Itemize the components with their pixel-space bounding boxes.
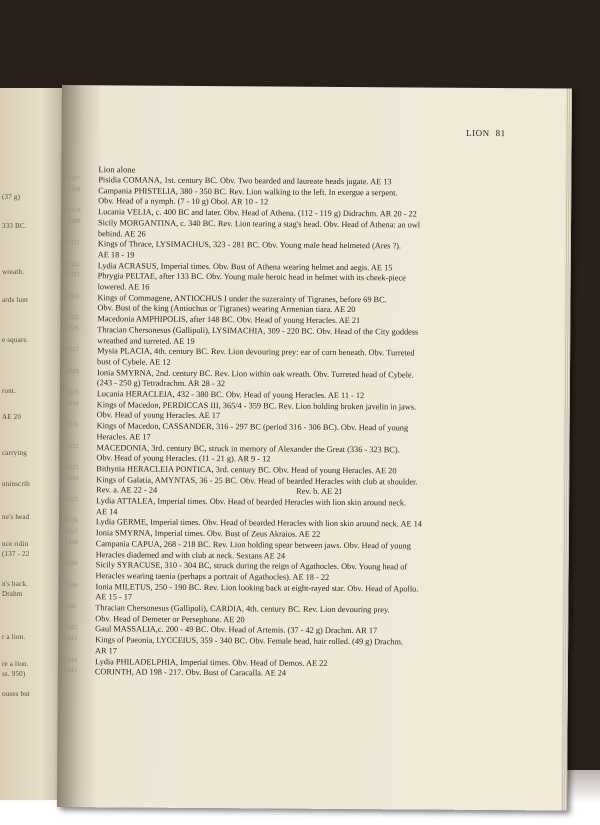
entry-number: 1320 (67, 217, 81, 225)
catalog-entry (97, 368, 512, 392)
entry-line: Obv. Head of a nymph. (7 - 10 g) Obol. AR 10 - 12 (98, 196, 269, 207)
entry-number: 1339 (64, 560, 78, 568)
section-title: Lion alone (98, 164, 136, 175)
entry-line: Lydia ATTALEA, Imperial times. Obv. Head of bearded Heracles with lion skin around neck. (96, 496, 407, 508)
entry-line: Sicily SYRACUSE, 310 - 304 BC, struck during the reign of Agathocles. Obv. Young head of (95, 560, 408, 572)
entry-line: behind. AE 26 (97, 228, 146, 239)
entry-number: 1335 (65, 496, 79, 504)
entry-line: Heracles. AE 17 (96, 432, 151, 442)
entry-number: 1329 (65, 389, 79, 397)
entry-line: Ionia SMYRNA, 2nd. century BC. Rev. Lion within oak wreath. Obv. Turreted head of Cybele. (96, 367, 414, 380)
entry-line: Kings of Macedon, PERDICCAS III, 365/4 - 359 BC. Rev. Lion holding broken javelin in jaws. (96, 399, 417, 412)
catalog-entry (98, 218, 513, 242)
left-page-text: nce ridin (2, 540, 29, 548)
left-page-text: 333 BC. (2, 222, 27, 230)
header-title: LION (466, 127, 490, 138)
catalog-entry (95, 635, 510, 659)
entry-line: lowered. AE 16 (97, 282, 150, 292)
entry-line: Heracles diademed and with club at neck. Sextans AE 24 (95, 549, 286, 561)
entry-line: (243 - 250 g) Tetradrachm. AR 28 - 32 (96, 378, 226, 389)
entry-line: Gaul MASSALIA,c. 200 - 49 BC. Obv. Head of Artemis. (37 - 42 g) Drachm. AR 17 (95, 624, 378, 636)
catalog-entry (97, 421, 512, 445)
left-page-text: re a lion. (2, 660, 29, 668)
entry-line: Campania PHISTELIA, 380 - 350 BC. Rev. Lion walking to the left. In exergue a serpent. (98, 185, 398, 198)
entry-number: 1322 (66, 260, 80, 268)
entry-number: 1319 (67, 207, 81, 215)
entry-line: AE 14 (95, 506, 118, 517)
entry-number: 1323 (66, 271, 80, 279)
left-page-text: ront. (2, 387, 17, 395)
entry-number: 1345 (63, 667, 77, 675)
entry-line: Kings of Paeonia, LYCCEIUS, 359 - 340 BC. Obv. Female head, hair rolled. (49 g) Drachm. (95, 635, 404, 647)
entry-line: Lydia PHILADELPHIA, Imperial times. Obv. Head of Demos. AE 22 (94, 656, 328, 668)
entry-number: 1324 (66, 292, 80, 300)
catalog-entry (97, 293, 512, 317)
entry-line: Obv. Head of young Heracles. AE 17 (96, 410, 221, 421)
entry-line: Thracian Chersonesus (Gallipoli), CARDIA, 4th. century BC. Rev. Lion devouring prey. (95, 603, 390, 615)
entry-number: 1343 (64, 635, 78, 643)
entry-line: Pisidia COMANA, 1st. century BC. Obv. Two bearded and laureate heads jugate. AE 13 (98, 175, 392, 187)
entry-number: 1340 (64, 581, 78, 589)
entry-line: Lydia GERME, Imperial times. Obv. Head of bearded Heracles with lion skin around neck. AE 14 (95, 517, 422, 529)
page-number: 81 (495, 128, 506, 139)
entry-number: 1338 (64, 538, 78, 546)
left-page-text: carrying (2, 449, 27, 457)
entry-number: 1318 (67, 185, 81, 193)
entry-line: Campania CAPUA, 268 - 218 BC. Rev. Lion holding spear between jaws. Obv. Head of young (95, 539, 411, 551)
entry-line: Kings of Thrace, LYSIMACHUS, 323 - 281 BC. Obv. Young male head helmeted (Ares ?). (97, 239, 402, 251)
entry-line: AE 15 - 17 (95, 592, 133, 602)
entry-number: 1325 (66, 314, 80, 322)
entry-line: AE 18 - 19 (97, 250, 135, 260)
entry-line: Thracian Chersonesus (Gallipoli), LYSIMACHIA, 309 - 220 BC. Obv. Head of the City goddess (97, 325, 419, 337)
entry-line: Obv. Bust of the king (Antiochus or Tigranes) wearing Armenian tiara. AE 20 (97, 303, 356, 315)
entry-line: Phrygia PELTAE, after 133 BC. Obv. Young male heroic head in helmet with its cheek-piece (97, 271, 406, 283)
entry-number: 1341 (64, 603, 78, 611)
entry-line: CORINTH, AD 198 - 217. Obv. Bust of Caracalla. AE 24 (94, 667, 287, 678)
left-page-text: AE 20 (2, 413, 22, 421)
rev-b: Rev. b. AE 21 (296, 486, 343, 497)
entry-line: Lucania VELIA, c. 400 BC and later. Obv. Head of Athena. (112 - 119 g) Didrachm. AR 20 - 22 (98, 207, 417, 219)
book-page (57, 85, 572, 811)
catalog-entry (98, 239, 513, 263)
catalog-entry (95, 582, 510, 606)
entry-number: 1337 (64, 528, 78, 536)
left-page-text: wreath. (2, 268, 25, 276)
rev-a: Rev. a. AE 22 - 24 (96, 485, 158, 495)
entry-line: Obv. Head of young Heracles. (11 - 21 g). AR 9 - 12 (96, 453, 271, 464)
entry-line: Bithynia HERACLEIA PONTICA, 3rd. century BC. Obv. Head of young Heracles. AE 20 (96, 464, 397, 476)
left-page-text: ards lunt (2, 296, 29, 304)
entry-line: Sicily MORGANTINA, c. 340 BC. Rev. Lion tearing a stag's head. Obv. Head of Athena: an owl (98, 218, 421, 230)
entry-number: 1317 (67, 175, 81, 183)
entry-line: AR 17 (95, 646, 117, 656)
left-page-text: ss. 950) (2, 670, 26, 678)
page-edge-stack (561, 89, 572, 811)
catalog-entry (96, 539, 511, 563)
catalog-entry (96, 443, 511, 467)
entry-line: Ionia SMYRNA, Imperial times. Obv. Bust of Zeus Akraios. AE 22 (95, 528, 321, 539)
entry-line: Kings of Commagene, ANTIOCHUS I under the suzerainty of Tigranes, before 69 BC. (97, 292, 387, 304)
entry-number: 1342 (64, 624, 78, 632)
catalog-entry (98, 186, 513, 210)
catalog-entry (96, 560, 511, 584)
left-page-text: ne's head (2, 513, 30, 521)
catalog-entry (95, 667, 510, 681)
left-page-text: ouses but (2, 690, 31, 698)
entry-number: 1326 (66, 324, 80, 332)
left-page-text: r a lion. (2, 633, 26, 641)
entry-number: 1333 (65, 463, 79, 472)
left-page-text: uninscrib (2, 480, 30, 488)
entry-line: Obv. Head of Demeter or Persephone. AE 20 (95, 613, 245, 624)
entry-line: Macedonia AMPHIPOLIS, after 148 BC. Obv. Head of young Heracles. AE 21 (97, 314, 361, 326)
entry-line: bust of Cybele. AE 12 (97, 357, 171, 367)
catalog-entry (97, 400, 512, 424)
entry-line: MACEDONIA, 3rd. century BC, struck in memory of Alexander the Great (336 - 323 BC). (96, 442, 400, 454)
catalog-entry (96, 496, 511, 520)
entry-number: 1334 (65, 474, 79, 482)
catalog-entry (98, 272, 513, 296)
entry-line: Lydia ACRASUS, Imperial times. Obv. Bust of Athena wearing helmet and aegis. AE 15 (97, 260, 393, 272)
entry-number: 1330 (65, 399, 79, 407)
entry-number: 1344 (63, 656, 78, 664)
entry-line: Kings of Macedon, CASSANDER, 316 - 297 BC (period 316 - 306 BC). Obv. Head of young (96, 421, 409, 433)
entry-line: Kings of Galatia, AMYNTAS, 36 - 25 BC. Obv. Head of bearded Heracles with club at shoulder. (96, 474, 418, 487)
left-page-text: n's back. (2, 580, 28, 588)
entry-number: 1328 (65, 367, 80, 375)
left-page-text: (137 - 22 (2, 550, 30, 558)
running-header (466, 128, 506, 138)
left-page-text: Drahm (2, 590, 23, 598)
catalog-entry (95, 603, 510, 627)
left-page-text: e square. (2, 336, 29, 344)
catalog-entry (97, 325, 512, 349)
catalog-entry (96, 475, 511, 499)
entry-line: Ionia MILETUS, 250 - 190 BC. Rev. Lion looking back at eight-rayed star. Obv. Head of Apollo. (95, 581, 419, 594)
entry-number: 1331 (65, 421, 79, 429)
entry-number: 1332 (65, 442, 79, 450)
entry-number: 1327 (66, 346, 80, 354)
left-page-text: (37 g) (2, 193, 21, 201)
entry-number: 1336 (64, 517, 78, 525)
entry-line: Mysia PLACIA, 4th. century BC. Rev. Lion devouring prey: ear of corn beneath. Obv. Turreted (97, 346, 415, 358)
catalog-entry (97, 346, 512, 370)
entry-line: Heracles wearing taenia (perhaps a portrait of Agathocles). AE 18 - 22 (95, 571, 330, 582)
entry-line: wreathed and turreted. AE 19 (97, 335, 195, 346)
entry-line: Lucania HERACLEIA, 432 - 380 BC. Obv. Head of young Heracles. AE 11 - 12 (96, 389, 365, 401)
entry-number: 1321 (66, 239, 80, 247)
